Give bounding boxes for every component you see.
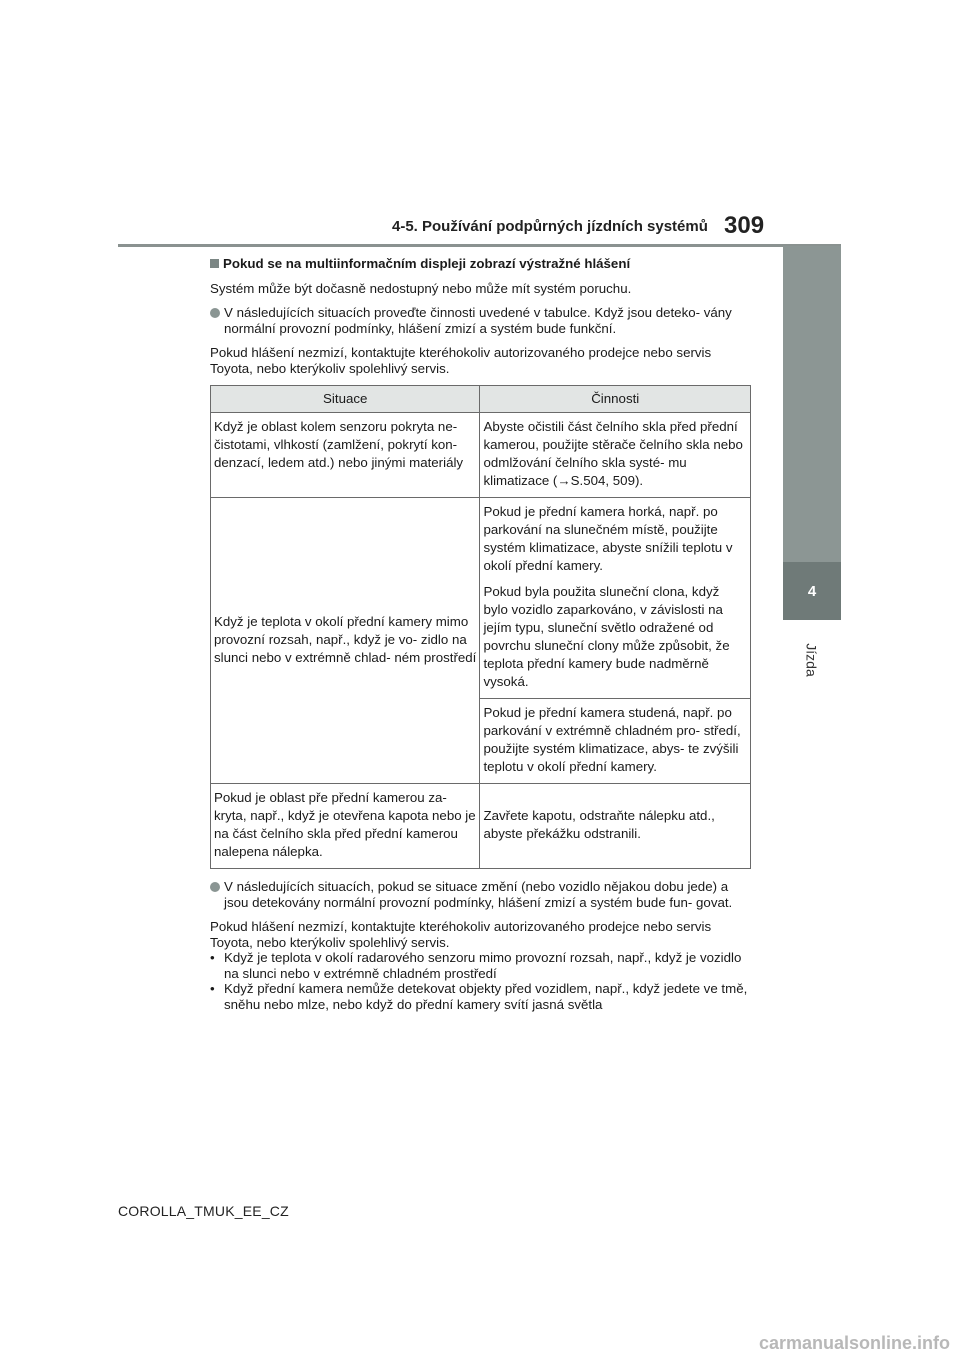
table-cell-action: Pokud je přední kamera studená, např. po parkování v extrémně chladném pro- středí, použijte systém klimatizace, abys- te zvýšili teplotu v okolí přední kamery. [480, 699, 751, 784]
action-paragraph: Pokud je přední kamera horká, např. po parkování na slunečném místě, použijte systém klimatizace, abyste snížili teplotu v okolí přední kamery. [483, 504, 733, 573]
table-row [211, 498, 751, 699]
watermark: carmanualsonline.info [758, 1333, 950, 1353]
bullet-dot: • [210, 950, 215, 965]
table-cell-situation: Když je teplota v okolí přední kamery mimo provozní rozsah, např., když je vo- zidlo na slunci nebo v extrémně chlad- ném prostředí [211, 498, 480, 784]
document-code: COROLLA_TMUK_EE_CZ [118, 1203, 289, 1219]
section-title: 4-5. Používání podpůrných jízdních systémů [392, 218, 708, 235]
table-header-action: Činnosti [480, 386, 751, 413]
section-heading-text: Pokud se na multiinformačním displeji zobrazí výstražné hlášení [223, 256, 631, 271]
bullet-item [210, 879, 752, 910]
list-item [210, 950, 752, 981]
table-cell-situation: Pokud je oblast pře přední kamerou za- kryta, např., když je otevřena kapota nebo je na část čelního skla před přední kamerou nalepena nálepka. [211, 784, 480, 869]
table-cell-action [480, 498, 751, 699]
chapter-label [782, 635, 842, 685]
chapter-tab: 4 [783, 562, 841, 620]
section-heading [210, 256, 752, 272]
list-item-text: Když je teplota v okolí radarového senzoru mimo provozní rozsah, např., když je vozidlo na slunci nebo v extrémně chladném prostředí [224, 950, 742, 981]
contact-text: Pokud hlášení nezmizí, kontaktujte kteréhokoliv autorizovaného prodejce nebo servis Toyota, nebo kterýkoliv spolehlivý servis. [210, 919, 712, 950]
bullet-text: V následujících situacích proveďte činnosti uvedené v tabulce. Když jsou deteko- vány normální provozní podmínky, hlášení zmizí a systém bude funkční. [224, 305, 732, 336]
situations-table [210, 385, 751, 869]
contact-text: Pokud hlášení nezmizí, kontaktujte kteréhokoliv autorizovaného prodejce nebo servis Toyota, nebo kterýkoliv spolehlivý servis. [210, 345, 712, 376]
list-item [210, 981, 752, 1012]
square-bullet-icon [210, 259, 219, 268]
intro-text: Systém může být dočasně nedostupný nebo může mít systém poruchu. [210, 280, 632, 296]
table-cell-situation: Když je oblast kolem senzoru pokryta ne- čistotami, vlhkostí (zamlžení, pokrytí kon- denzací, ledem atd.) nebo jinými materiály [211, 413, 480, 498]
table-row [211, 784, 751, 869]
header-rule [118, 244, 841, 247]
table-header-row [211, 386, 751, 413]
bullet-dot: • [210, 981, 215, 996]
table-cell-action: Abyste očistili část čelního skla před přední kamerou, použijte stěrače čelního skla nebo odmlžování čelního skla systé- mu klimatizace (→S.504, 509). [480, 413, 751, 498]
side-strip-top [783, 246, 841, 562]
chapter-label-text: Jízda [804, 643, 820, 677]
circle-bullet-icon [210, 308, 220, 318]
action-paragraph: Pokud byla použita sluneční clona, když bylo vozidlo zaparkováno, v závislosti na jejím typu, sluneční světlo odražené od povrchu sluneční clony může způsobit, že teplota přední kamery bude nadměrně vysoká. [483, 584, 730, 689]
table-cell-action: Zavřete kapotu, odstraňte nálepku atd., abyste překážku odstranili. [480, 784, 751, 869]
list-item-text: Když přední kamera nemůže detekovat objekty před vozidlem, např., když jedete ve tmě, sněhu nebo mlze, nebo když do přední kamery svítí jasná světla [224, 981, 748, 1012]
bullet-text: V následujících situacích, pokud se situace změní (nebo vozidlo nějakou dobu jede) a jsou detekovány normální provozní podmínky, hlášení zmizí a systém bude fun- govat. [224, 879, 733, 910]
table-header-situation: Situace [211, 386, 480, 413]
circle-bullet-icon [210, 882, 220, 892]
page-number: 309 [724, 212, 765, 239]
page-content [210, 256, 752, 1012]
bullet-item [210, 305, 752, 336]
table-row [211, 413, 751, 498]
